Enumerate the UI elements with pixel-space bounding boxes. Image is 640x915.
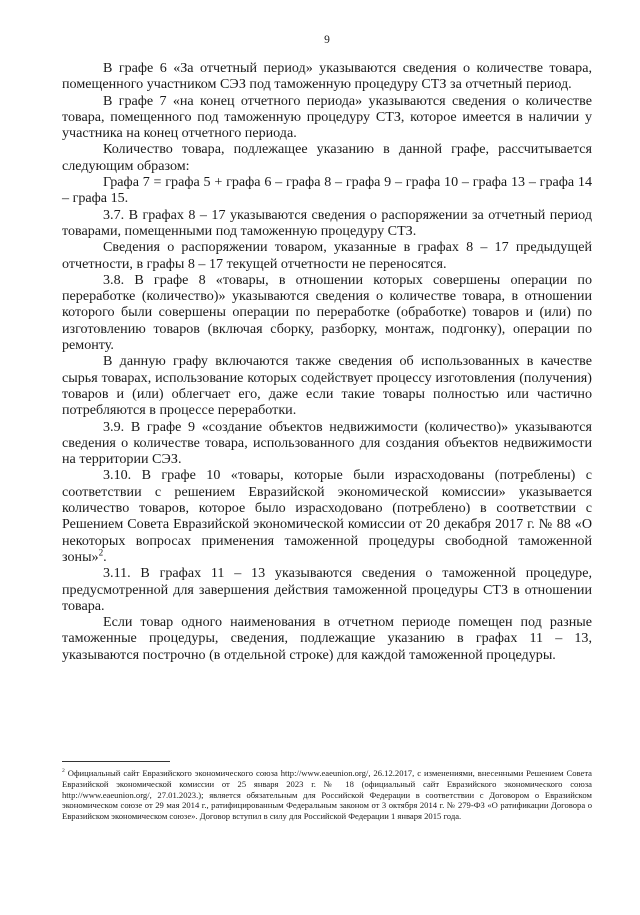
paragraph-calculation-intro: Количество товара, подлежащее указанию в данной графе, рассчитывается следующим образом: (62, 141, 592, 174)
paragraph-graph-7: В графе 7 «на конец отчетного периода» указываются сведения о количестве товара, помещенного под таможенную процедуру СТЗ, которое имеется в наличии у участника на конец отчетного периода. (62, 92, 592, 142)
paragraph-multiple-procedures: Если товар одного наименования в отчетном периоде помещен под разные таможенные процедуры, сведения, подлежащие указанию в графах 11 – 13, указываются построчно (в отдельной строке) для каждой таможенной процедуры. (62, 614, 592, 663)
footnote-text: Официальный сайт Евразийского экономического союза http://www.eaeunion.org/, 26.12.2017, с изменениями, внесенными Решением Совета Евразийской экономической комиссии от 25 января 2023 г. № 18 (официальный сайт Евразийского экономического союза http://www.eaeunion.org/, 27.01.2023.); является обязательным для Российской Федерации в соответствии с Договором о Евразийском экономическом союзе от 29 мая 2014 г., ратифицированным Федеральным законом от 3 октября 2014 г. № 279-ФЗ «О ратификации Договора о Евразийском экономическом союзе». Договор вступил в силу для Российской Федерации 1 января 2015 года. (62, 768, 592, 822)
footnote (62, 768, 592, 822)
paragraph-raw-materials: В данную графу включаются также сведения об использованных в качестве сырья товарах, использование которых содействует процессу изготовления (получения) товаров и (или) облегчает его, даже если такие товары полностью или частично потребляются в процессе переработки. (62, 353, 592, 419)
paragraph-disposal-info: Сведения о распоряжении товаром, указанные в графах 8 – 17 предыдущей отчетности, в графы 8 – 17 текущей отчетности не переносятся. (62, 239, 592, 272)
page-number: 9 (324, 34, 330, 46)
paragraph-graph-6: В графе 6 «За отчетный период» указываются сведения о количестве товара, помещенного участником СЭЗ под таможенную процедуру СТЗ за отчетный период. (62, 60, 592, 93)
document-body (62, 60, 592, 663)
paragraph-formula: Графа 7 = графа 5 + графа 6 – графа 8 – графа 9 – графа 10 – графа 13 – графа 14 – графа 15. (62, 174, 592, 207)
paragraph-3-9: 3.9. В графе 9 «создание объектов недвижимости (количество)» указываются сведения о количестве товара, использованного для создания объектов недвижимости на территории СЭЗ. (62, 418, 592, 468)
paragraph-3-10-end: . (103, 548, 107, 565)
footnote-reference: 2 (98, 547, 104, 558)
paragraph-3-11: 3.11. В графах 11 – 13 указываются сведения о таможенной процедуре, предусмотренной для завершения действия таможенной процедуры СТЗ в отношении товара. (62, 565, 592, 614)
paragraph-3-10 (62, 467, 592, 565)
footnote-marker: 2 (62, 768, 65, 775)
footnote-separator (62, 761, 170, 762)
paragraph-3-7: 3.7. В графах 8 – 17 указываются сведения о распоряжении за отчетный период товарами, помещенными под таможенную процедуру СТЗ. (62, 206, 592, 239)
paragraph-3-8: 3.8. В графе 8 «товары, в отношении которых совершены операции по переработке (количество)» указываются сведения о количестве товара, в отношении которого были совершены операции по переработке (обработке) товаров и (или) по изготовлению товаров (включая сборку, разборку, монтаж, подгонку), операции по ремонту. (62, 271, 592, 354)
paragraph-3-10-text: 3.10. В графе 10 «товары, которые были израсходованы (потреблены) с соответствии с решением Евразийской экономической комиссии» указывается количество товаров, которое было израсходовано (потреблено) в соответствии с Решением Совета Евразийской экономической комиссии от 20 декабря 2017 г. № 88 «О некоторых вопросах применения таможенной процедуры свободной таможенной зоны» (62, 467, 592, 565)
